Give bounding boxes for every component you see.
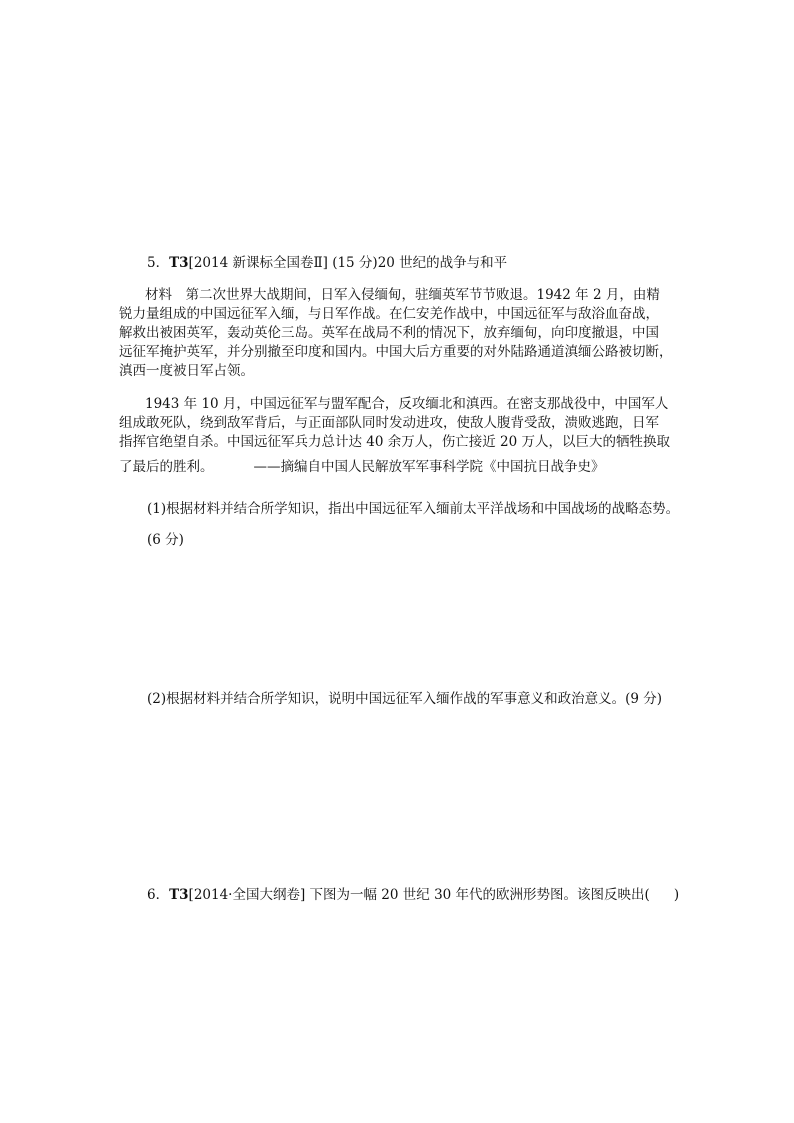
- question-number: 5．: [147, 255, 170, 271]
- answer-paren-close: ): [673, 887, 680, 903]
- material-citation: ——摘编自中国人民解放军军事科学院《中国抗日战争史》: [253, 459, 605, 475]
- question-text: [2014·全国大纲卷] 下图为一幅 20 世纪 30 年代的欧洲形势图。该图反映出(: [188, 887, 650, 903]
- question-tag: T3: [169, 887, 189, 903]
- material-label: 材料: [145, 287, 172, 303]
- material-line-8: 指挥官绝望自杀。中国远征军兵力总计达 40 余万人，伤亡接近 20 万人，以巨大的牺牲换取: [119, 434, 671, 450]
- sub-question-1: (1)根据材料并结合所学知识，指出中国远征军入缅前太平洋战场和中国战场的战略态势。(6 分): [147, 501, 680, 548]
- material-line-3: 解救出被困英军，轰动英伦三岛。英军在战局不利的情况下，放弃缅甸，向印度撤退，中国: [119, 325, 659, 341]
- question-5-heading: [147, 254, 507, 273]
- material-paragraph-2: [119, 395, 679, 452]
- material-line-4: 远征军掩护英军，并分别撤至印度和国内。中国大后方重要的对外陆路通道滇缅公路被切断，: [119, 344, 673, 360]
- material-line-1: 材料 第二次世界大战期间，日军入侵缅甸，驻缅英军节节败退。1942 年 2 月，由精: [145, 287, 660, 303]
- sub-question-2: (2)根据材料并结合所学知识，说明中国远征军入缅作战的军事意义和政治意义。(9 分): [147, 691, 663, 707]
- material-paragraph-1: [119, 286, 679, 381]
- material-paragraph-end: [119, 458, 679, 477]
- material-line-7: 组成敢死队，绕到敌军背后，与正面部队同时发动进攻，使敌人腹背受敌，溃败逃跑，日军: [119, 415, 659, 431]
- material-line-5: 滇西一度被日军占领。: [119, 363, 254, 379]
- question-source: [2014 新课标全国卷Ⅱ] (15 分)20 世纪的战争与和平: [188, 255, 508, 271]
- question-tag: T3: [169, 255, 189, 271]
- question-6: [147, 886, 679, 905]
- material-last-line: 了最后的胜利。: [119, 459, 214, 475]
- question-number: 6．: [147, 887, 170, 903]
- material-line-6: 1943 年 10 月，中国远征军与盟军配合，反攻缅北和滇西。在密支那战役中，中国军人: [145, 396, 669, 412]
- material-line-2: 锐力量组成的中国远征军入缅，与日军作战。在仁安羌作战中，中国远征军与敌浴血奋战，: [119, 306, 659, 322]
